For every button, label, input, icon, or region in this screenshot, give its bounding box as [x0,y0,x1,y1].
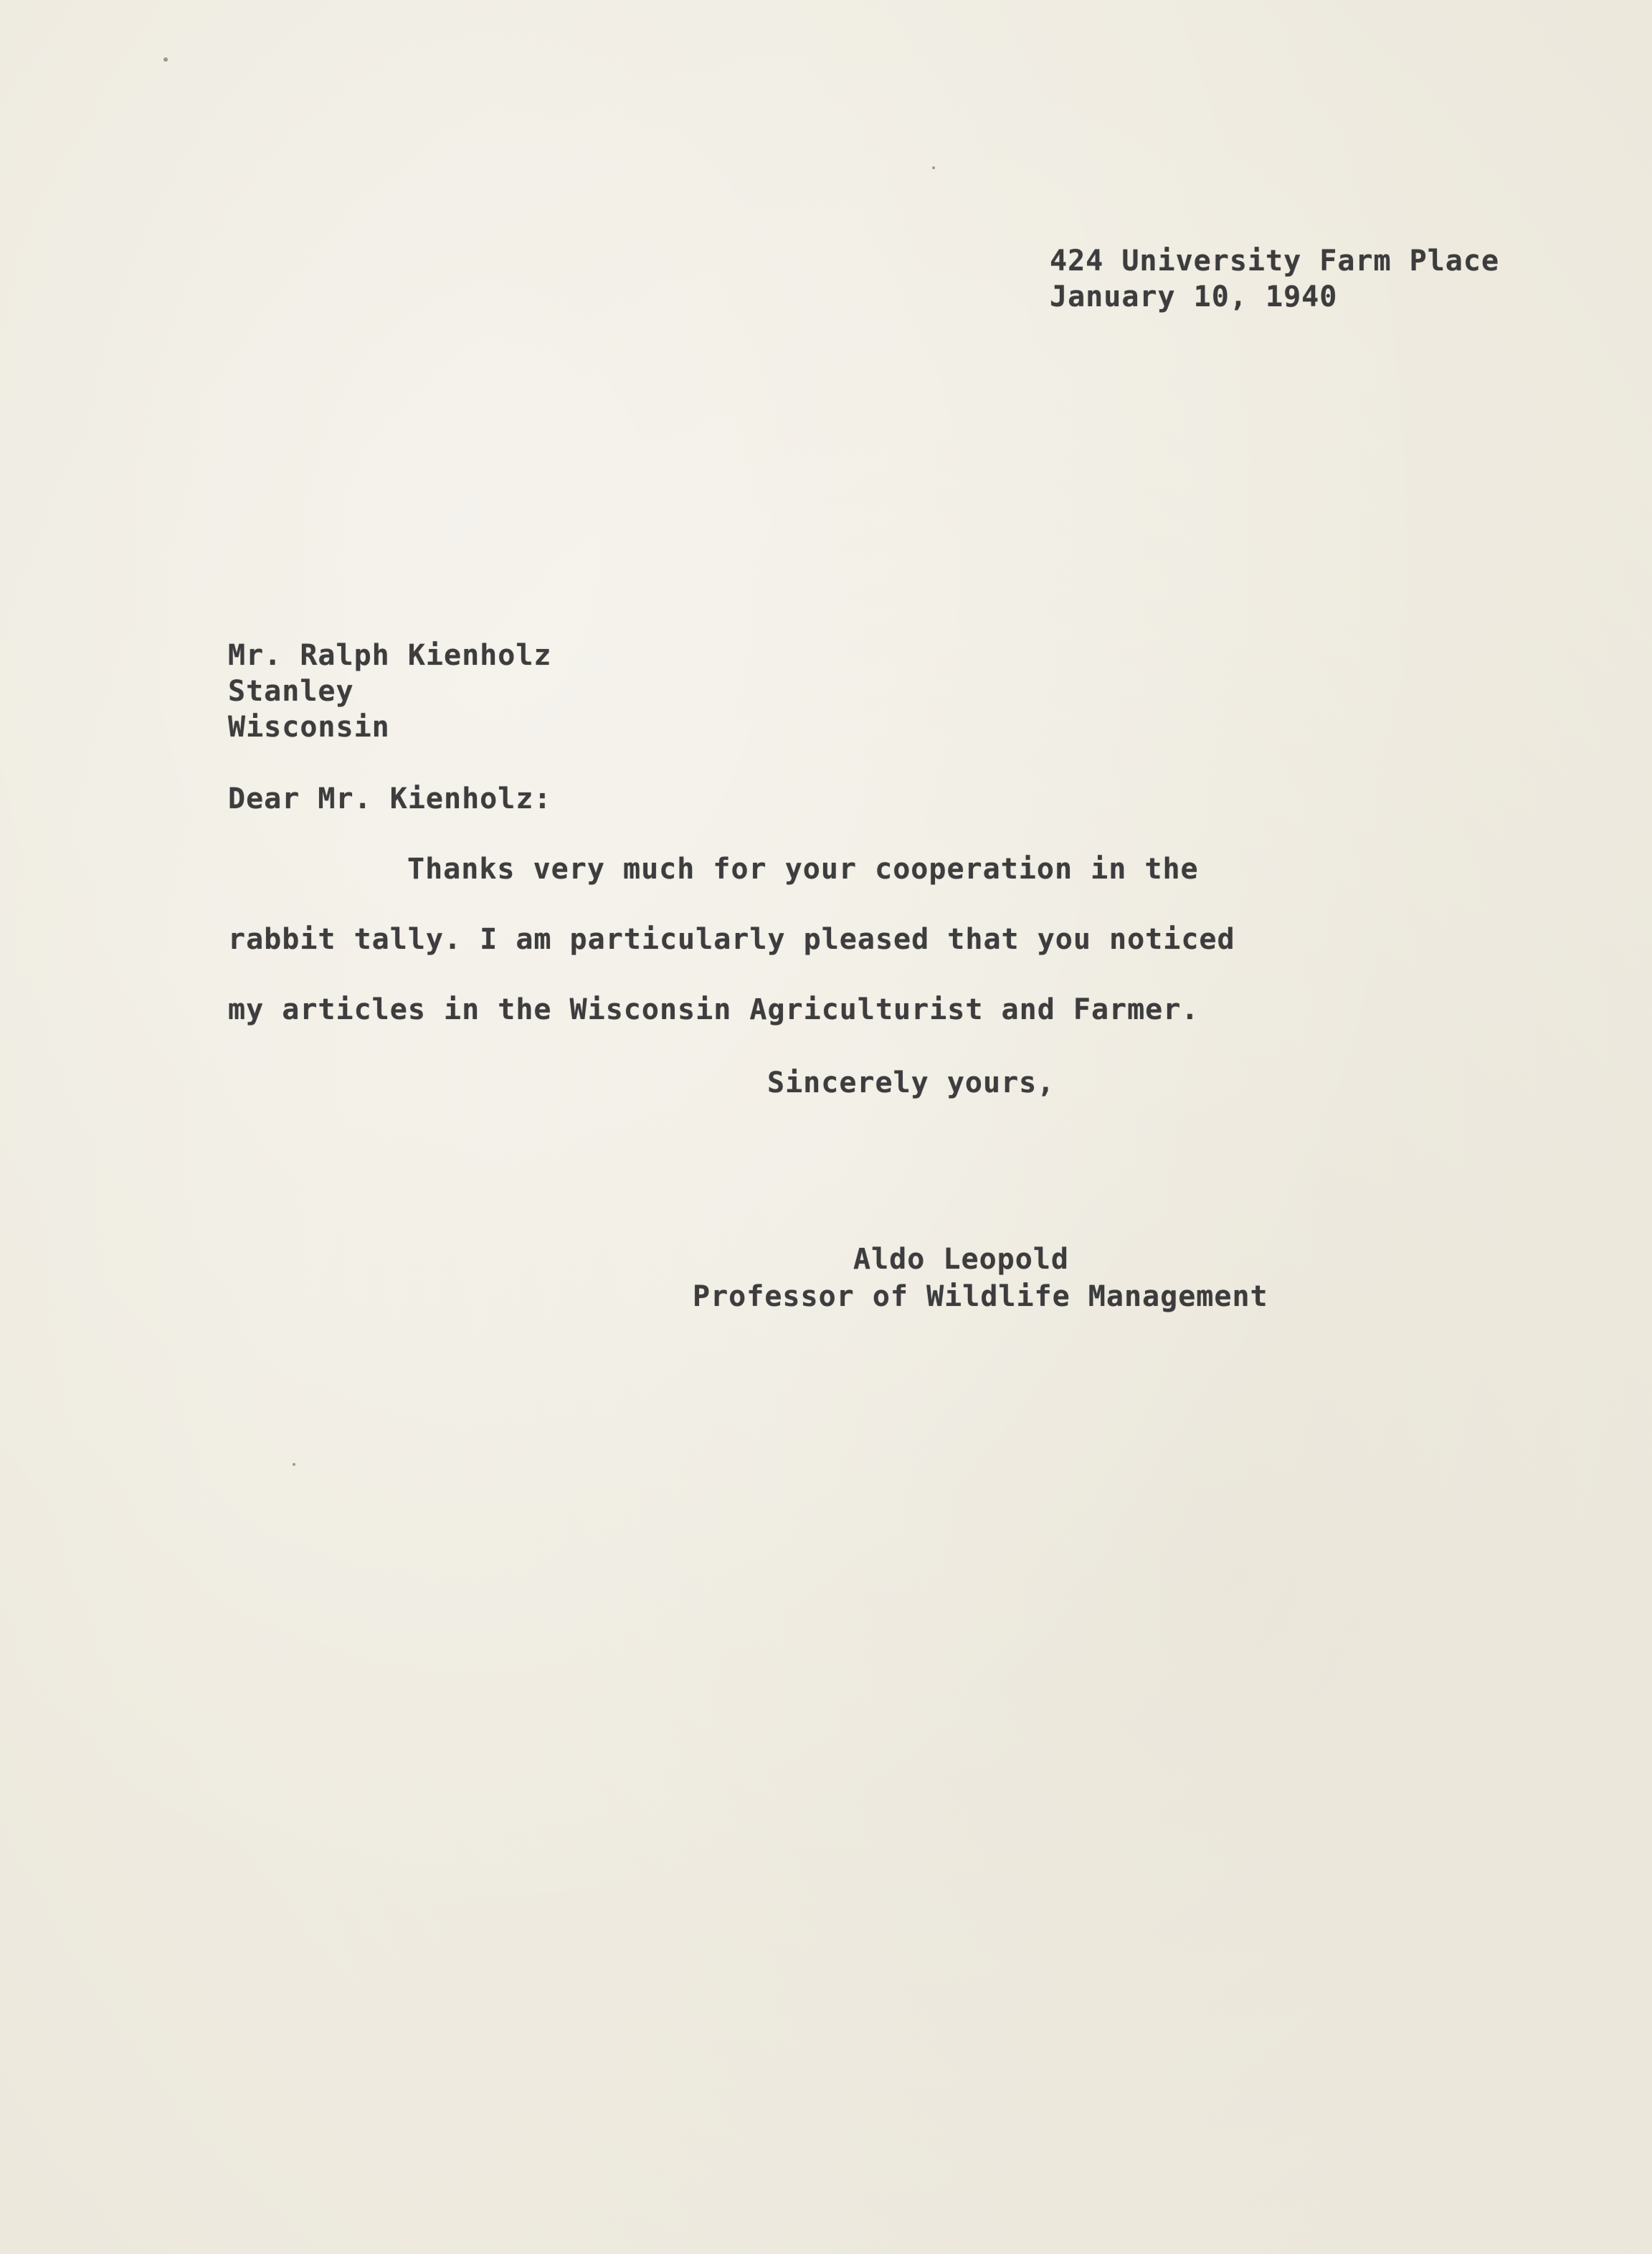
signer-name: Aldo Leopold [853,1243,1069,1276]
recipient-name: Mr. Ralph Kienholz [228,639,552,672]
letter-date: January 10, 1940 [1050,280,1338,313]
paper-mark [932,166,935,169]
paper-mark [163,57,168,62]
recipient-state: Wisconsin [228,711,390,744]
salutation: Dear Mr. Kienholz: [228,782,552,815]
body-line-3: my articles in the Wisconsin Agriculturist and Farmer. [228,993,1200,1026]
body-line-1: Thanks very much for your cooperation in the [407,853,1199,886]
paper-mark [293,1463,295,1466]
signer-title: Professor of Wildlife Management [693,1280,1268,1313]
body-line-2: rabbit tally. I am particularly pleased that you noticed [228,923,1235,956]
sender-address: 424 University Farm Place [1050,245,1500,278]
closing: Sincerely yours, [767,1066,1055,1099]
recipient-city: Stanley [228,675,354,708]
